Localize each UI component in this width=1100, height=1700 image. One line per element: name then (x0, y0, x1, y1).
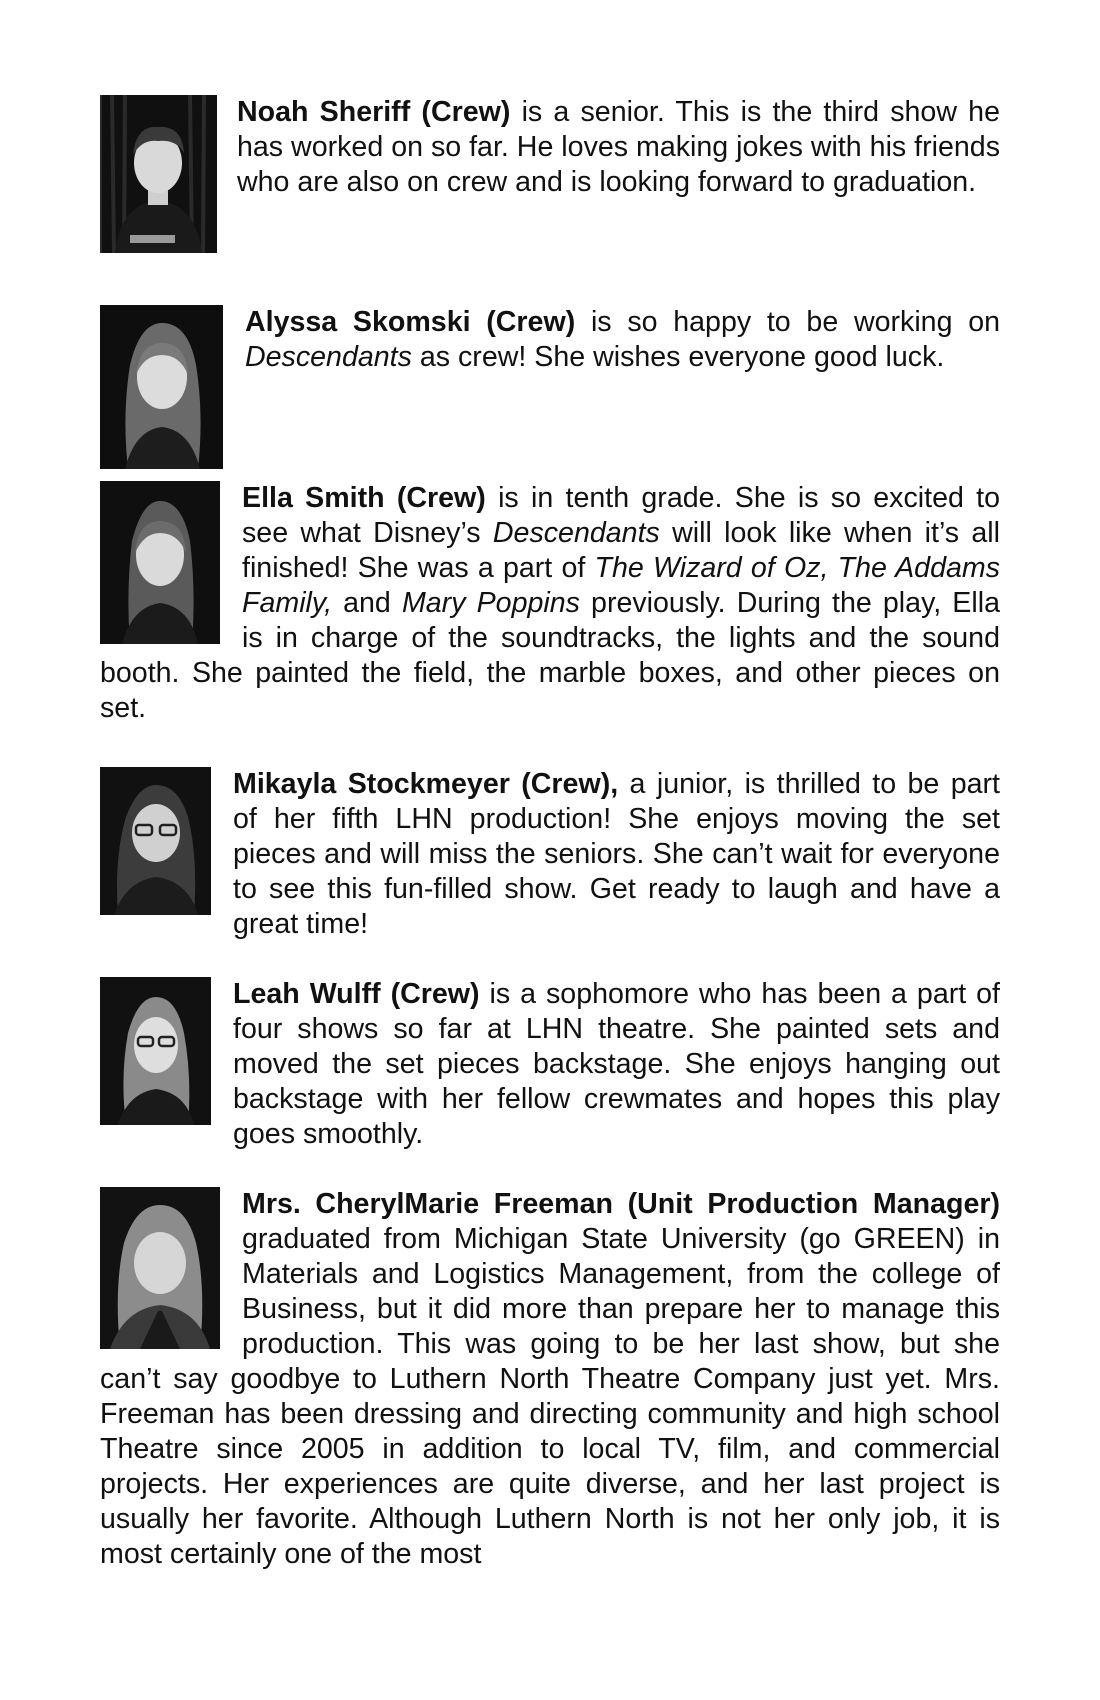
headshot-photo (100, 95, 217, 253)
bio-segment: will look like when it’s all finished! She was a part of (242, 517, 1000, 584)
bio-alyssa-skomski (100, 305, 1000, 479)
bio-segment: as crew! She wishes everyone good luck. (411, 341, 945, 373)
bio-name: Mikayla Stockmeyer (Crew), (233, 768, 619, 800)
bio-segment: and (332, 587, 402, 619)
bio-name: Mrs. CherylMarie Freeman (Unit Production Manager) (242, 1188, 1000, 1220)
title-italic: Mary Poppins (401, 587, 580, 619)
bio-segment: is so happy to be working on (575, 306, 1001, 338)
headshot-photo (100, 305, 223, 469)
bio-segment: previously. During the play, Ella is in charge of the soundtracks, the lights and the sound booth. She painted the field, the marble boxes, and other pieces on set. (100, 587, 1000, 724)
bio-noah-sheriff (100, 95, 1000, 263)
bio-segment: is a sophomore who has been a part of four shows so far at LHN theatre. She painted sets and moved the set pieces backstage. She enjoys hanging out backstage with her fellow crewmates and hopes this play goes smoothly. (233, 978, 1000, 1150)
title-italic: Descendants (245, 341, 412, 373)
headshot-photo (100, 767, 211, 915)
bio-name: Alyssa Skomski (Crew) (245, 306, 576, 338)
bio-cherylmarie-freeman (100, 1187, 1000, 1572)
bio-name: Leah Wulff (Crew) (233, 978, 480, 1010)
bio-ella-smith (100, 481, 1000, 726)
headshot-photo (100, 977, 211, 1125)
bio-name: Noah Sheriff (Crew) (237, 96, 511, 128)
bio-mikayla-stockmeyer (100, 767, 1000, 942)
bio-segment: graduated from Michigan State University (go GREEN) in Materials and Logistics Management, from the college of Business, but it did more than prepare her to manage this production. This was going to be her last show, but she can’t say goodbye to Luthern North Theatre Company just yet. Mrs. Freeman has been dressing and directing community and high school Theatre since 2005 in addition to local TV, film, and commercial projects. Her experiences are quite diverse, and her last project is usually her favorite. Although Luthern North is not her only job, it is most certainly one of the most (100, 1223, 1000, 1570)
title-italic: Descendants (492, 517, 660, 549)
headshot-photo (100, 1187, 220, 1349)
bio-text (100, 1223, 1000, 1570)
bio-segment: is in tenth grade. She is so excited to see what Disney’s (242, 482, 1000, 549)
bio-name: Ella Smith (Crew) (242, 482, 486, 514)
bio-segment: is a senior. This is the third show he has worked on so far. He loves making jokes with his friends who are also on crew and is looking forward to graduation. (237, 96, 1000, 198)
title-italic: The Wizard of Oz, The Addams Family, (242, 552, 1000, 619)
headshot-photo (100, 481, 220, 644)
bio-text (100, 482, 1000, 724)
bio-leah-wulff (100, 977, 1000, 1152)
bio-segment: a junior, is thrilled to be part of her fifth LHN production! She enjoys moving the set pieces and will miss the seniors. She can’t wait for everyone to see this fun-filled show. Get ready to laugh and have a great time! (233, 768, 1000, 940)
